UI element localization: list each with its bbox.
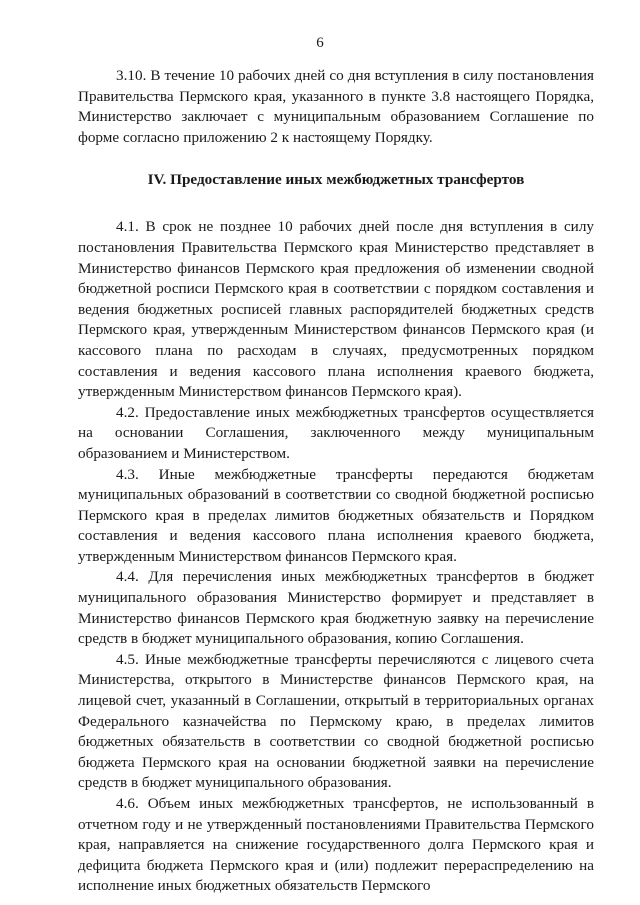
paragraph-4-1: 4.1. В срок не позднее 10 рабочих дней после дня вступления в силу постановления Правительства Пермского края Министерство представляет в Министерство финансов Пермского края предложения об изменении сводной бюджетной росписи Пермского края в соответствии с порядком составления и ведения бюджетных росписей главных распорядителей бюджетных средств Пермского края, утвержденным Министерством финансов Пермского края (и кассового плана по расходам в случаях, предусмотренных порядком составления и ведения кассового плана исполнения краевого бюджета, утвержденным Министерством финансов Пермского края).	[78, 218, 594, 401]
paragraph-4-2: 4.2. Предоставление иных межбюджетных трансфертов осуществляется на основании Соглашения, заключенного между муниципальным образованием и Министерством.	[78, 403, 594, 462]
paragraph-4-4: 4.4. Для перечисления иных межбюджетных трансфертов в бюджет муниципального образования Министерство формирует и представляет в Министерство финансов Пермского края бюджетную заявку на перечисление средств в бюджет муниципального образования, копию Соглашения.	[78, 568, 594, 648]
paragraph-4-6: 4.6. Объем иных межбюджетных трансфертов, не использованный в отчетном году и не утвержденный постановлениями Правительства Пермского края, направляется на снижение государственного долга Пермского края и дефицита бюджета Пермского края и (или) подлежит перераспределению на исполнение иных бюджетных обязательств Пермского	[78, 795, 594, 895]
paragraph-4-5: 4.5. Иные межбюджетные трансферты перечисляются с лицевого счета Министерства, открытого в Министерстве финансов Пермского края, на лицевой счет, указанный в Соглашении, открытый в территориальных органах Федерального казначейства по Пермскому краю, в пределах лимитов бюджетных обязательств в соответствии со сводной бюджетной росписью бюджета Пермского края на основании бюджетной заявки на перечисление средств в бюджет муниципального образования.	[78, 650, 594, 792]
paragraph-4-3: 4.3. Иные межбюджетные трансферты передаются бюджетам муниципальных образований в соответствии со сводной бюджетной росписью Пермского края в пределах лимитов бюджетных обязательств и Порядком составления и ведения кассового плана исполнения краевого бюджета, утвержденным Министерством финансов Пермского края.	[78, 465, 594, 565]
document-body	[78, 66, 594, 897]
section-heading: IV. Предоставление иных межбюджетных трансфертов	[147, 171, 525, 189]
page-number: 6	[316, 35, 324, 51]
paragraph-3-10: 3.10. В течение 10 рабочих дней со дня вступления в силу постановления Правительства Пермского края, указанного в пункте 3.8 настоящего Порядка, Министерство заключает с муниципальным образованием Соглашение по форме согласно приложению 2 к настоящему Порядку.	[78, 67, 594, 146]
